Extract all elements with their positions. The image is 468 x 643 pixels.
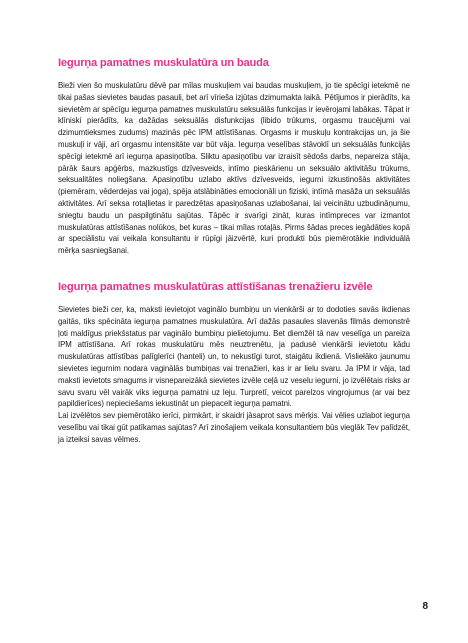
section-heading-trainer-choice: Iegurņa pamatnes muskulatūras attīstīšanas trenažieru izvēle	[58, 280, 373, 293]
document-page	[58, 56, 410, 446]
section-heading-pelvic-floor-pleasure: Iegurņa pamatnes muskulatūra un bauda	[58, 57, 269, 69]
section-paragraph: Bieži vien šo muskulatūru dēvē par mīlas muskuļiem vai baudas muskuļiem, jo tie spēcīgi ietekmē ne tikai pašas sievietes baudas pasauli, bet arī vīrieša izjūtas dzimumakta laikā. Pētījumos ir pierādīts, ka sievietēm ar spēcīgu iegurņa pamatnes muskulatūru seksuālās funkcijas ir ievērojami labākas. Tāpat ir klīniski pierādīts, ka dažādas seksuālās disfunkcijas (libido trūkums, orgasmu traucējumi vai dzimumtieksmes zudums) mazinās pēc IPM attīstīšanas. Orgasms ir muskuļu kontrakcijas un, ja šie muskuļi ir vāji, arī orgasmu intensitāte var būt vāja. Iegurņa veselības stāvoklī un seksuālās funkcijās spēcīgi ietekmē arī iegurņa apasiņotība. Sliktu apasiņotību var izraisīt sēdošs darbs, nepareiza stāja, pārāk šaurs apģērbs, mazkustīgs dzīvesveids, intīmo pieskārienu un seksuālo aktivitāšu trūkums, seksualitātes noliegšana. Apasiņotību uzlabo aktīvs dzīvesveids, iegurni izkustinošās aktivitātes (piemēram, vēderdejas vai joga), spēja atslābināties emocionāli un fiziski, intīmā masāža un seksuālās aktivitātes. Arī seksa rotaļlietas ir paredzētas apasiņošanas uzlabošanai, lai veicinātu uzbudināņumu, sniegtu baudu un paspilgtinātu sajūtas. Tāpēc ir svarīgi zināt, kuras intīmpreces var izmantot muskulatūras attīstīšanas nolūkos, bet kuras – tikai mīlas rotaļās. Pirms šādas preces iegādāties kopā ar speciālistu vai veikala konsultantu ir rūpīgi jāizvērtē, kuri produkti būs piemērotākie individuālā mērķa sasniegšanai.	[58, 81, 410, 256]
page-number: 8	[422, 601, 428, 612]
section-spacer	[58, 257, 410, 280]
section-paragraph: Sievietes bieži cer, ka, maksti ievietojot vaginālo bumbiņu un vienkārši ar to dodoties savās ikdienas gaitās, tiks spēcināta iegurņa pamatnes muskulatūra. Arī dažās pasaules slavenās filmās demonstrē ļoti maldīgus priekšstatus par vaginālo bumbiņu pielietojumu. Bet diemžēl tā nav veselīga un pareiza IPM attīstīšana. Arī rokas muskulatūru mēs neuztrenētu, ja padusē vienkārši ievietotu kādu muskulatūras attīstības palīglerīci (hanteli) un, to nekustīgi turot, staigātu ikdienā. Visliełāko jaunumu sievietes iegurnim nodara vaginālās bumbiņas vai trenažieri, kas ir ar lielu svaru. Ja IPM ir vāja, tad maksti ievietots smagums ir visnepareizākā sievietes izvēle ceļā uz veselu iegurni, jo izvēlētais risks ar savu svaru vēl vairāk viks iegurņa pamatni uz leju. Turpretī, veicot parelzos vingrojumus (ar vai bez papildierīces) nepieciešams iekustināt un piepacelt iegurņa pamatni.	[58, 304, 410, 409]
section-paragraph: Lai izvēlētos sev piemērotāko ierīci, pirmkārt, ir skaidri jāsaprot savs mērķis. Vai vēlies uzlabot iegurņa veselību vai tikai gūt patīkamas sajūtas? Arī zinošajiem veikala konsultantiem būs vieglāk Tev palīdzēt, ja izteiksi savas vēlmes.	[58, 411, 410, 444]
